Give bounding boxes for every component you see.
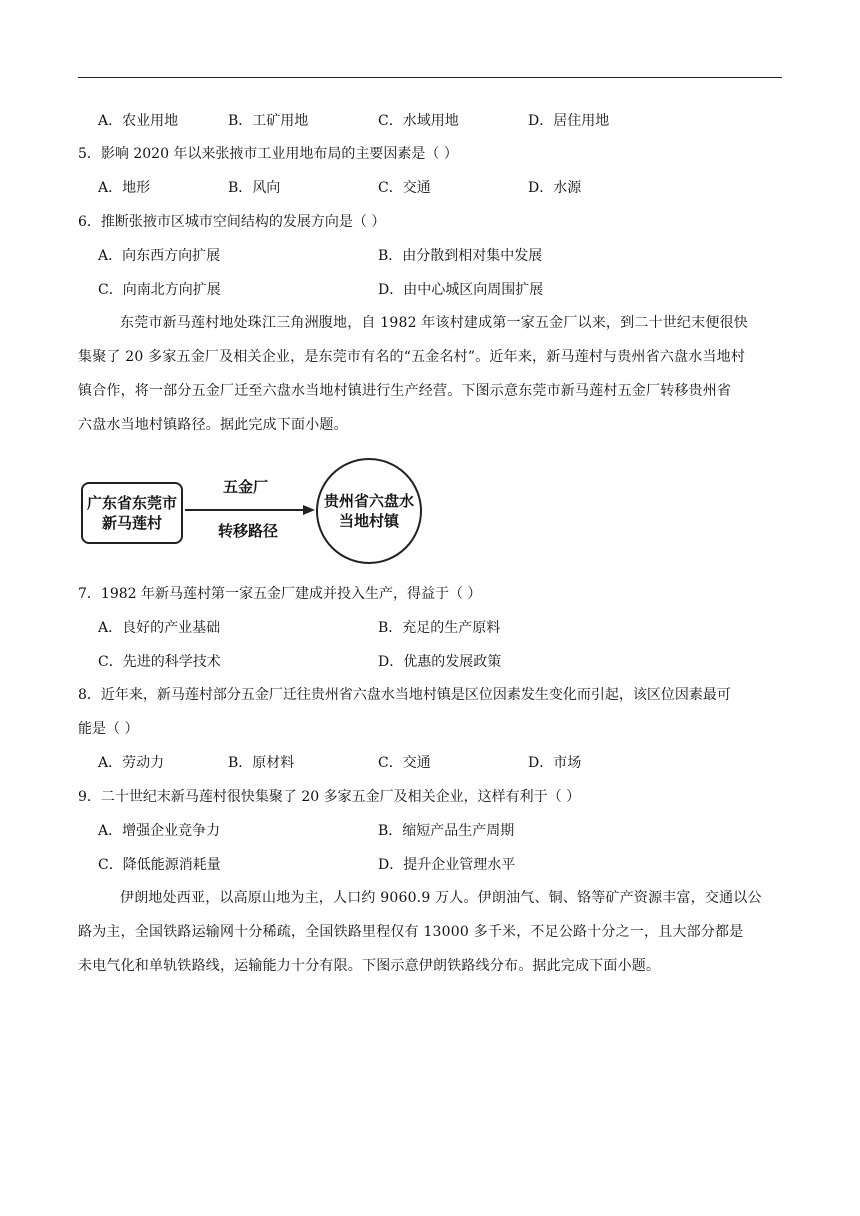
source-box: [81, 482, 183, 544]
passage-line: 镇合作，将一部分五金厂迁至六盘水当地村镇进行生产经营。下图示意东莞市新马莲村五金厂转移贵州省: [78, 383, 732, 399]
q9-option-d: D．提升企业管理水平: [378, 857, 516, 873]
q7-stem: 7．1982 年新马莲村第一家五金厂建成并投入生产，得益于（ ）: [78, 586, 482, 602]
passage-line: 东莞市新马莲村地处珠江三角洲腹地，自 1982 年该村建成第一家五金厂以来，到二十世纪末便很快: [120, 315, 748, 331]
q6-stem: 6．推断张掖市区城市空间结构的发展方向是（ ）: [78, 214, 386, 230]
q7-option-b: B．充足的生产原料: [378, 620, 501, 636]
q8-option-b: B．原材料: [228, 755, 295, 771]
q5-option-d: D．水源: [528, 180, 582, 196]
arrow-label-top: 五金厂: [223, 478, 269, 496]
q7-option-d: D．优惠的发展政策: [378, 654, 502, 670]
q7-option-c: C．先进的科学技术: [98, 654, 221, 670]
q6-option-c: C．向南北方向扩展: [98, 282, 221, 298]
q6-option-b: B．由分散到相对集中发展: [378, 248, 543, 264]
q8-stem-line2: 能是（ ）: [78, 721, 139, 737]
q8-stem-line1: 8．近年来，新马莲村部分五金厂迁往贵州省六盘水当地村镇是区位因素发生变化而引起，该区位因素最可: [78, 687, 731, 703]
q9-option-b: B．缩短产品生产周期: [378, 823, 515, 839]
target-circle: [316, 458, 422, 564]
q7-option-a: A．良好的产业基础: [98, 620, 221, 636]
transfer-arrow: [185, 504, 315, 516]
q4-option-d: D．居住用地: [528, 113, 610, 129]
q8-option-c: C．交通: [378, 755, 431, 771]
passage-line: 集聚了 20 多家五金厂及相关企业，是东莞市有名的“五金名村”。近年来，新马莲村与贵州省六盘水当地村: [78, 349, 746, 365]
passage-line: 路为主，全国铁路运输网十分稀疏，全国铁路里程仅有 13000 多千米，不足公路十分之一，且大部分都是: [78, 924, 744, 940]
q9-stem: 9．二十世纪末新马莲村很快集聚了 20 多家五金厂及相关企业，这样有利于（ ）: [78, 789, 581, 805]
source-label-line1: 广东省东莞市: [86, 494, 177, 512]
target-label-line2: 当地村镇: [338, 512, 399, 530]
passage-iran: [78, 881, 782, 983]
q6-option-a: A．向东西方向扩展: [98, 248, 221, 264]
q9-option-a: A．增强企业竞争力: [98, 823, 221, 839]
q8-option-a: A．劳动力: [98, 755, 165, 771]
q8-option-d: D．市场: [528, 755, 582, 771]
target-label-line1: 贵州省六盘水: [323, 492, 414, 510]
arrow-label-bottom: 转移路径: [218, 522, 279, 540]
q5-stem: 5．影响 2020 年以来张掖市工业用地布局的主要因素是（ ）: [78, 146, 458, 162]
header-rule: [78, 77, 782, 78]
passage-line: 六盘水当地村镇路径。据此完成下面小题。: [78, 417, 348, 433]
source-label-line2: 新马莲村: [101, 514, 162, 532]
passage-line: 伊朗地处西亚，以高原山地为主，人口约 9060.9 万人。伊朗油气、铜、铬等矿产资源丰富，交通以公: [120, 890, 762, 906]
transfer-path-diagram: [78, 456, 428, 568]
q4-option-c: C．水域用地: [378, 113, 459, 129]
q6-option-d: D．由中心城区向周围扩展: [378, 282, 544, 298]
q5-option-c: C．交通: [378, 180, 431, 196]
q5-option-a: A．地形: [98, 180, 151, 196]
q4-option-a: A．农业用地: [98, 113, 179, 129]
passage-dongguan: [78, 306, 782, 442]
q4-option-b: B．工矿用地: [228, 113, 309, 129]
q9-option-c: C．降低能源消耗量: [98, 857, 221, 873]
passage-line: 未电气化和单轨铁路线，运输能力十分有限。下图示意伊朗铁路线分布。据此完成下面小题。: [78, 958, 661, 974]
q5-option-b: B．风向: [228, 180, 281, 196]
